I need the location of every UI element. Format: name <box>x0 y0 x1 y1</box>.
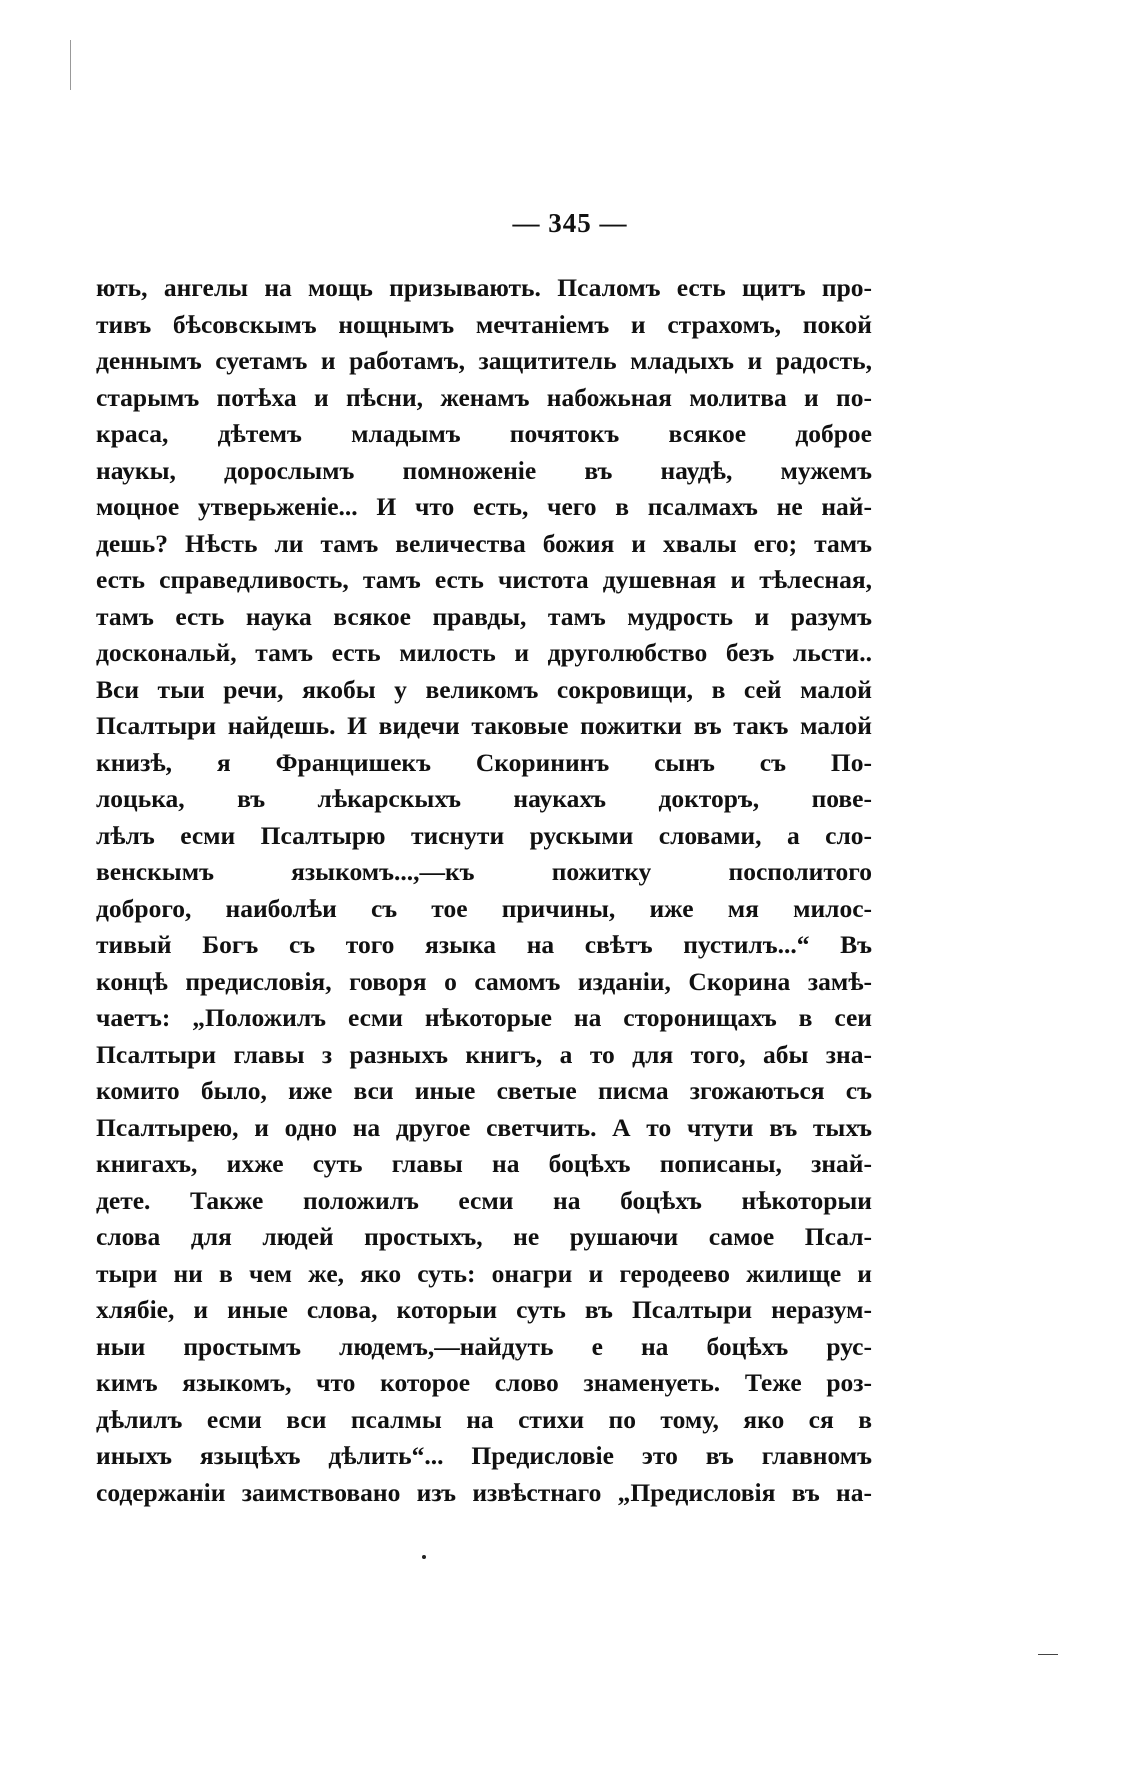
text-line: слова для людей простыхъ, не рушаючи самое Псал- <box>96 1222 872 1251</box>
text-line: Вси тыи речи, якобы у великомъ сокровищи, в сей малой <box>96 674 872 704</box>
text-line: тивъ бѣсовскымъ нощнымъ мечтаніемъ и страхомъ, покой <box>96 309 872 339</box>
scan-mark-dot <box>422 1555 426 1559</box>
text-line: моцное утверьженіе... И что есть, чего в псалмахъ не най- <box>96 492 872 521</box>
text-line: иныхъ языцѣхъ дѣлить“... Предисловіе это въ главномъ <box>96 1441 872 1470</box>
text-line: кимъ языкомъ, что которое слово знаменуеть. Теже роз- <box>96 1368 872 1397</box>
scan-mark-left-edge <box>70 40 71 90</box>
text-line: тыри ни в чем же, яко суть: онагри и геродеево жилище и <box>96 1258 872 1288</box>
text-line: тамъ есть наука всякое правды, тамъ мудрость и разумъ <box>96 601 872 631</box>
text-line: ють, ангелы на мощь призывають. Псаломъ есть щитъ про- <box>96 273 872 302</box>
text-line: дете. Также положилъ есми на боцѣхъ нѣкоторыи <box>96 1185 872 1215</box>
text-line: содержаніи заимствовано изъ извѣстнаго „Предисловія въ на- <box>96 1477 872 1507</box>
text-line: ныи простымъ людемъ,—найдуть е на боцѣхъ рус- <box>96 1331 872 1361</box>
text-line: дешь? Нѣсть ли тамъ величества божия и хвалы его; тамъ <box>96 528 872 558</box>
text-line: чаетъ: „Положилъ есми нѣкоторые на сторонищахъ в сеи <box>96 1003 872 1032</box>
text-line: хлябіе, и иные слова, которыи суть въ Псалтыри неразум- <box>96 1295 872 1324</box>
text-line: доскональй, тамъ есть милость и друголюбство безъ льсти.. <box>96 638 872 667</box>
text-line: лоцька, въ лѣкарскыхъ наукахъ докторъ, пове- <box>96 784 872 813</box>
text-line: книгахъ, ихже суть главы на боцѣхъ пописаны, знай- <box>96 1149 872 1178</box>
text-line: лѣлъ есми Псалтырю тиснути рускыми словами, а сло- <box>96 820 872 850</box>
text-line: венскымъ языкомъ...,—къ пожитку посполитого <box>96 857 872 886</box>
text-line: краса, дѣтемъ младымъ почятокъ всякое доброе <box>96 419 872 448</box>
text-line: наукы, дорослымъ помноженіе въ наудѣ, мужемъ <box>96 455 872 485</box>
page-number: — 345 — <box>512 208 628 238</box>
text-line: деннымъ суетамъ и работамъ, защититель младыхъ и радость, <box>96 346 872 375</box>
text-line: есть справедливость, тамъ есть чистота душевная и тѣлесная, <box>96 565 872 594</box>
body-text <box>96 270 872 1511</box>
text-line: комито было, иже вси иные светые писма згожаються съ <box>96 1076 872 1105</box>
text-line: книзѣ, я Францишекъ Скорининъ сынъ съ По- <box>96 747 872 777</box>
text-line: тивый Богъ съ того языка на свѣтъ пустилъ...“ Въ <box>96 930 872 959</box>
text-line: Псалтыри найдешь. И видечи таковые пожитки въ такъ малой <box>96 711 872 740</box>
text-line: Псалтыри главы з разныхъ книгъ, а то для того, абы зна- <box>96 1039 872 1069</box>
text-line: концѣ предисловія, говоря о самомъ изданіи, Скорина замѣ- <box>96 966 872 996</box>
scan-mark-right-dash <box>1038 1654 1058 1655</box>
text-line: дѣлилъ есми вси псалмы на стихи по тому, яко ся в <box>96 1404 872 1434</box>
text-line: старымъ потѣха и пѣсни, женамъ набожьная молитва и по- <box>96 382 872 412</box>
text-line: доброго, наиболѣи съ тое причины, иже мя милос- <box>96 893 872 923</box>
text-line: Псалтырею, и одно на другое светчить. А то чтути въ тыхъ <box>96 1112 872 1142</box>
